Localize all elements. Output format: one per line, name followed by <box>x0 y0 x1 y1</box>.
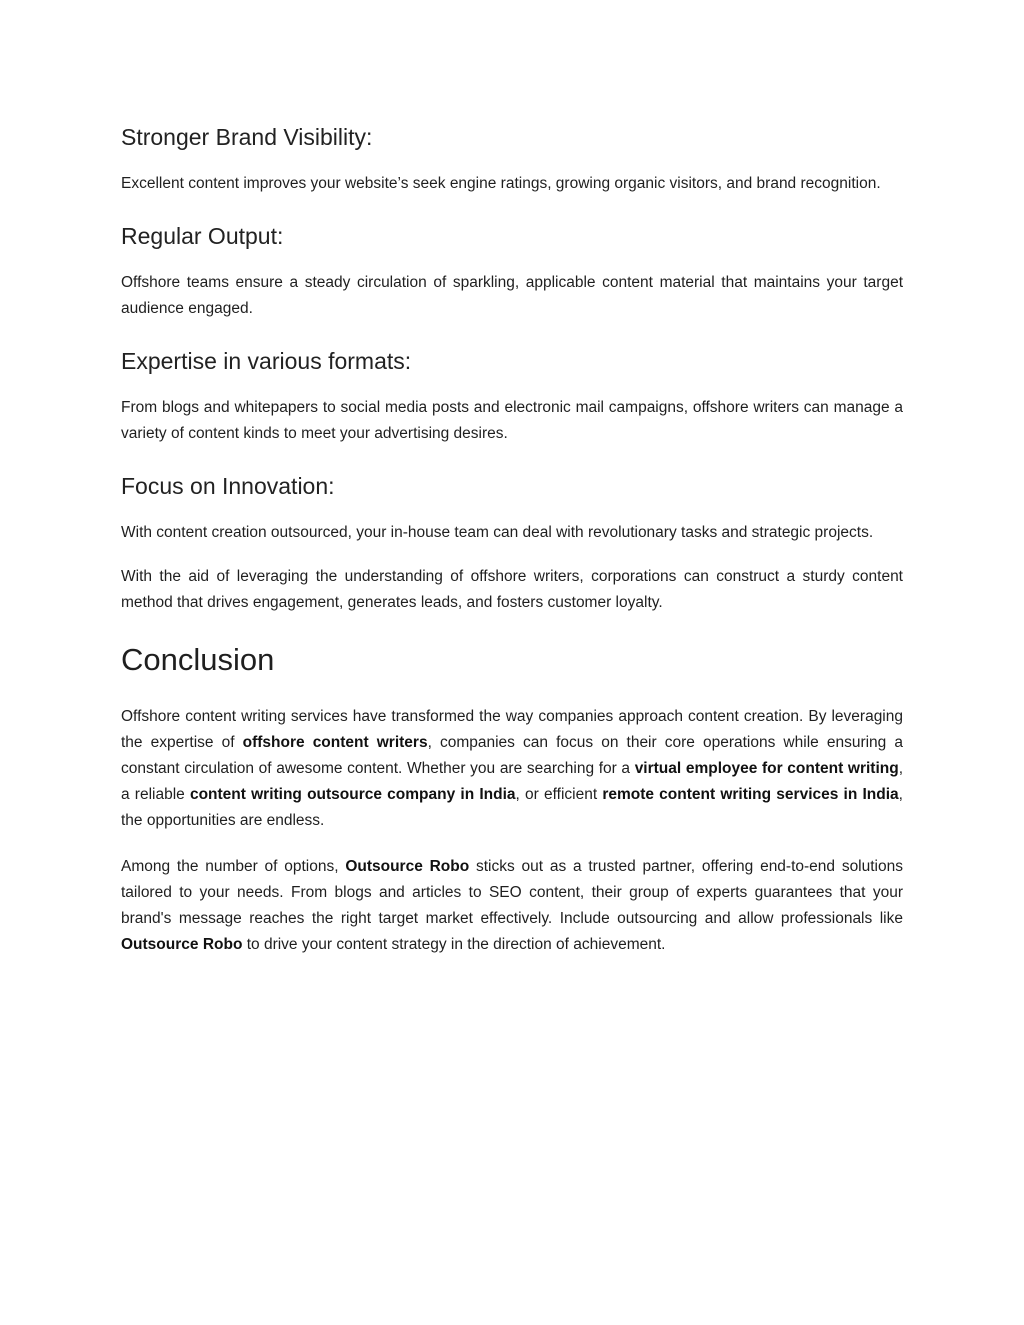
document-page <box>121 118 903 978</box>
conclusion-paragraph-2 <box>121 854 903 958</box>
conclusion-paragraph-1 <box>121 704 903 834</box>
section-text-expertise: From blogs and whitepapers to social media posts and electronic mail campaigns, offshore writers can manage a variety of content kinds to meet your advertising desires. <box>121 399 903 442</box>
section-text-brand-visibility: Excellent content improves your website’s seek engine ratings, growing organic visitors, and brand recognition. <box>121 175 881 192</box>
text-run: to drive your content strategy in the direction of achievement. <box>242 936 666 953</box>
text-run: Offshore content writing services have transformed the way companies approach content creation. By leveraging the expertise of <box>121 708 903 751</box>
keyword-remote-writing-services: remote content writing services in India <box>602 786 899 803</box>
section-text-innovation: With content creation outsourced, your in-house team can deal with revolutionary tasks and strategic projects. <box>121 524 874 541</box>
section-heading-expertise: Expertise in various formats: <box>121 348 412 374</box>
section-heading-innovation: Focus on Innovation: <box>121 473 335 499</box>
text-run: Among the number of options, <box>121 858 346 875</box>
text-run: , companies can focus on their core operations while ensuring a constant circulation of awesome content. Whether you are searching for a <box>121 734 903 777</box>
summary-paragraph: With the aid of leveraging the understanding of offshore writers, corporations can construct a sturdy content method that drives engagement, generates leads, and fosters customer loyalty. <box>121 568 903 611</box>
keyword-outsource-company-india: content writing outsource company in India <box>189 786 516 803</box>
section-heading-regular-output: Regular Output: <box>121 223 284 249</box>
section-text-regular-output: Offshore teams ensure a steady circulation of sparkling, applicable content material that maintains your target audience engaged. <box>121 274 903 317</box>
section-heading-brand-visibility: Stronger Brand Visibility: <box>121 124 373 150</box>
text-run: , a reliable <box>121 760 903 803</box>
text-run: , or efficient <box>515 786 603 803</box>
conclusion-title: Conclusion <box>121 642 275 677</box>
keyword-outsource-robo: Outsource Robo <box>345 858 470 875</box>
keyword-virtual-employee: virtual employee for content writing <box>634 760 899 777</box>
text-run: sticks out as a trusted partner, offering end-to-end solutions tailored to your needs. From blogs and articles to SEO content, their group of experts guarantees that your brand's message reaches the right target market effectively. Include outsourcing and allow professionals like <box>121 858 903 927</box>
keyword-offshore-content-writers: offshore content writers <box>242 734 428 751</box>
text-run: , the opportunities are endless. <box>121 786 903 829</box>
keyword-outsource-robo: Outsource Robo <box>121 936 243 953</box>
